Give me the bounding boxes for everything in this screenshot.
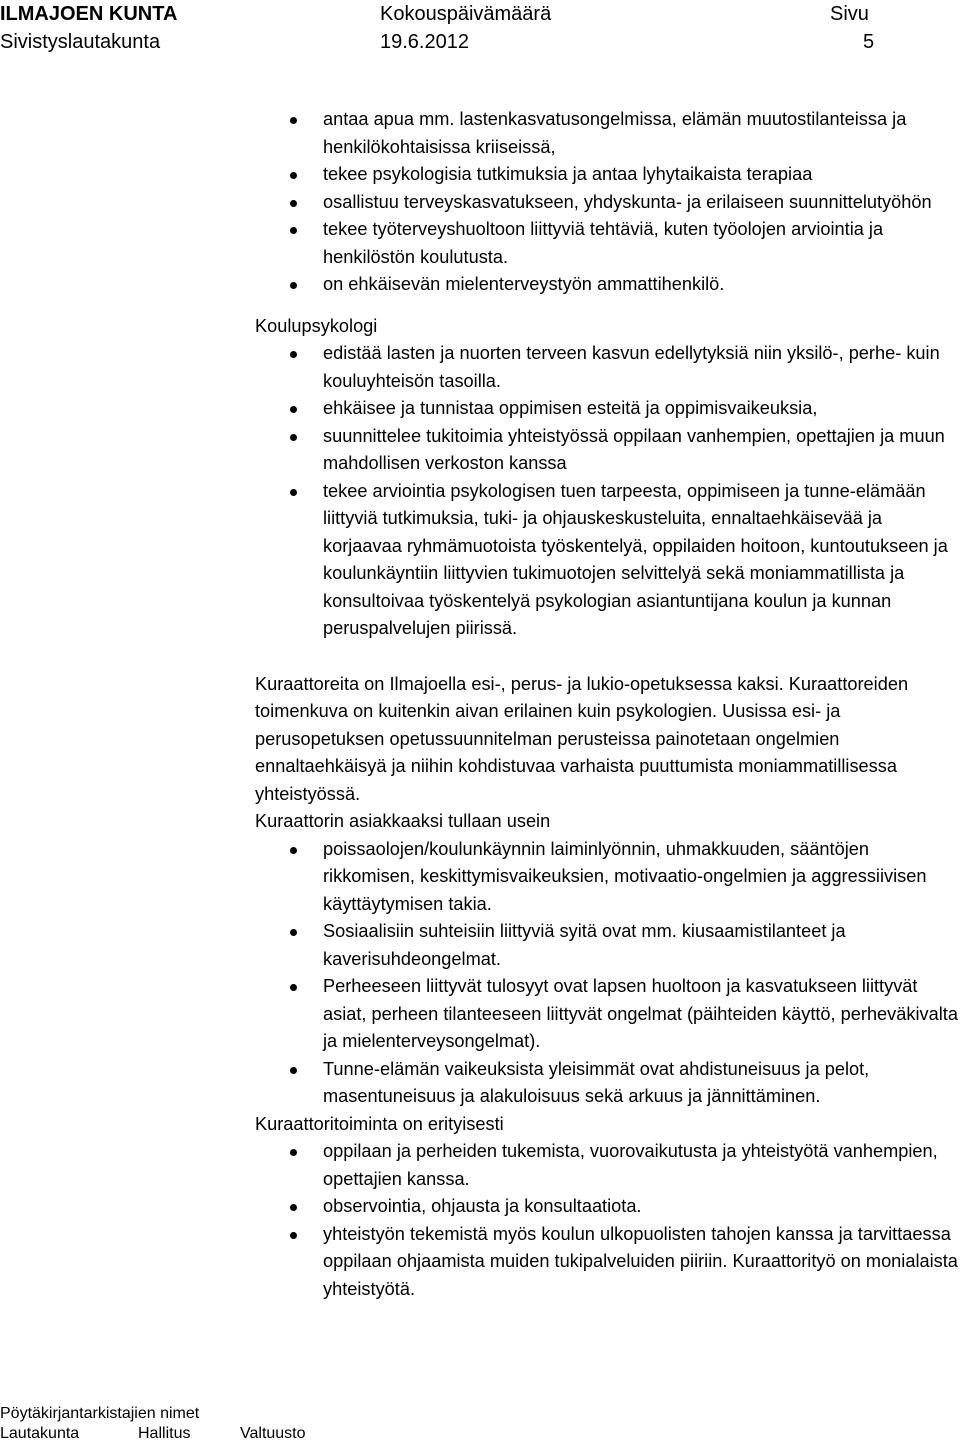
footer-valtuusto: Valtuusto	[240, 1425, 306, 1442]
organization-name: ILMAJOEN KUNTA	[0, 3, 178, 25]
clients-list	[255, 836, 960, 1111]
document-body	[255, 106, 960, 1303]
list-item: tekee työterveyshuoltoon liittyviä tehtäviä, kuten työolojen arviointia ja henkilöstön koulutusta.	[255, 216, 960, 271]
psychologist-duties-list	[255, 106, 960, 299]
page-number: 5	[863, 31, 875, 53]
header-page-block	[830, 0, 874, 56]
list-item: observointia, ohjausta ja konsultaatiota.	[255, 1193, 960, 1221]
footer-hallitus: Hallitus	[138, 1425, 191, 1442]
list-item: Sosiaalisiin suhteisiin liittyviä syitä ovat mm. kiusaamistilanteet ja kaverisuhdeongelmat.	[255, 918, 960, 973]
list-item: antaa apua mm. lastenkasvatusongelmissa, elämän muutostilanteissa ja henkilökohtaisissa kriiseissä,	[255, 106, 960, 161]
meeting-date: 19.6.2012	[380, 31, 469, 53]
activity-list	[255, 1138, 960, 1303]
header-organization-block	[0, 0, 177, 56]
page-label: Sivu	[830, 3, 869, 25]
list-item: Tunne-elämän vaikeuksista yleisimmät ovat ahdistuneisuus ja pelot, masentuneisuus ja alakuloisuus sekä arkuus ja jännittäminen.	[255, 1056, 960, 1111]
list-item: oppilaan ja perheiden tukemista, vuorovaikutusta ja yhteistyötä vanhempien, opettajien kanssa.	[255, 1138, 960, 1193]
list-item: tekee arviointia psykologisen tuen tarpeesta, oppimiseen ja tunne-elämään liittyviä tutkimuksia, tuki- ja ohjauskeskusteluita, ennaltaehkäisevää ja korjaavaa ryhmämuotoista työskentelyä, oppilaiden hoitoon, kuntoutukseen ja koulunkäyntiin liittyvien tukimuotojen selvittelyä sekä moniammatillista ja konsultoivaa työskentelyä psykologian asiantuntijana koulun ja kunnan peruspalvelujen piirissä.	[255, 478, 960, 643]
signature-row	[0, 1424, 700, 1444]
footer-title: Pöytäkirjantarkistajien nimet	[0, 1405, 200, 1422]
footer	[0, 1404, 700, 1444]
list-item: edistää lasten ja nuorten terveen kasvun edellytyksiä niin yksilö-, perhe- kuin kouluyhteisön tasoilla.	[255, 340, 960, 395]
list-item: suunnittelee tukitoimia yhteistyössä oppilaan vanhempien, opettajien ja muun mahdollisen verkoston kanssa	[255, 423, 960, 478]
date-label: Kokouspäivämäärä	[380, 3, 552, 25]
koulupsykologi-heading: Koulupsykologi	[255, 315, 378, 336]
list-item: on ehkäisevän mielenterveystyön ammattihenkilö.	[255, 271, 960, 299]
footer-lautakunta: Lautakunta	[0, 1425, 80, 1442]
kuraattorit-paragraph: Kuraattoreita on Ilmajoella esi-, perus- ja lukio-opetuksessa kaksi. Kuraattoreiden toimenkuva on kuitenkin aivan erilainen kuin psykologien. Uusissa esi- ja perusopetuksen opetussuunnitelman perusteissa painotetaan ongelmien ennaltaehkäisyä ja niihin kohdistuvaa varhaista puuttumista moniammatillisessa yhteistyössä.	[255, 673, 909, 804]
list-item: tekee psykologisia tutkimuksia ja antaa lyhytaikaista terapiaa	[255, 161, 960, 189]
clients-heading: Kuraattorin asiakkaaksi tullaan usein	[255, 811, 551, 831]
department-name: Sivistyslautakunta	[0, 31, 161, 53]
header-date-block	[380, 0, 551, 56]
list-item: poissaolojen/koulunkäynnin laiminlyönnin, uhmakkuuden, sääntöjen rikkomisen, keskittymisvaikeuksien, motivaatio-ongelmien ja aggressiivisen käyttäytymisen takia.	[255, 836, 960, 919]
list-item: Perheeseen liittyvät tulosyyt ovat lapsen huoltoon ja kasvatukseen liittyvät asiat, perheen tilanteeseen liittyvät ongelmat (päihteiden käyttö, perheväkivalta ja mielenterveysongelmat).	[255, 973, 960, 1056]
list-item: osallistuu terveyskasvatukseen, yhdyskunta- ja erilaiseen suunnittelutyöhön	[255, 189, 960, 217]
activity-heading: Kuraattoritoiminta on erityisesti	[255, 1113, 504, 1134]
list-item: yhteistyön tekemistä myös koulun ulkopuolisten tahojen kanssa ja tarvittaessa oppilaan ohjaamista muiden tukipalveluiden piiriin. Kuraattorityö on monialaista yhteistyötä.	[255, 1221, 960, 1304]
koulupsykologi-list	[255, 340, 960, 643]
list-item: ehkäisee ja tunnistaa oppimisen esteitä ja oppimisvaikeuksia,	[255, 395, 960, 423]
